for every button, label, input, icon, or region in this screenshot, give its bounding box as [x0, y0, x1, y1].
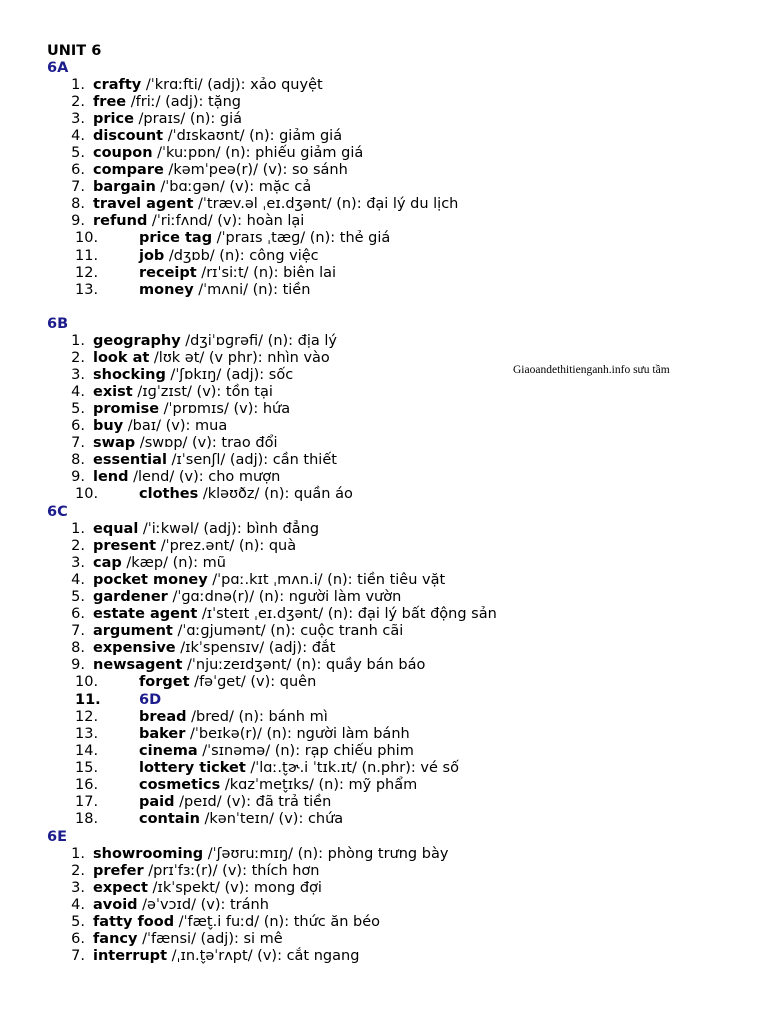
vocab-entry — [93, 606, 497, 623]
vocab-entry — [93, 401, 290, 418]
vocab-definition: /ˈpraɪs ˌtæɡ/ (n): thẻ giá — [212, 230, 391, 246]
item-number: 8. — [71, 452, 85, 468]
vocab-definition: /ˈsɪnəmə/ (n): rạp chiếu phim — [197, 743, 414, 759]
vocab-word: price tag — [139, 230, 213, 246]
vocab-definition: /ˈmʌni/ (n): tiền — [193, 282, 311, 298]
vocab-item — [0, 384, 768, 401]
item-number: 5. — [71, 914, 85, 930]
vocab-definition: /ˈʃɒkɪŋ/ (adj): sốc — [165, 367, 294, 383]
vocab-definition: /lʊk ət/ (v phr): nhìn vào — [149, 350, 330, 366]
vocab-item — [0, 367, 768, 384]
vocab-item — [0, 350, 768, 367]
vocab-item — [0, 248, 768, 265]
vocab-item — [0, 709, 768, 726]
vocab-definition: /friː/ (adj): tặng — [126, 94, 242, 110]
vocab-entry — [93, 128, 342, 145]
item-number: 5. — [71, 401, 85, 417]
vocab-word: shocking — [93, 367, 166, 383]
vocab-entry — [93, 435, 278, 452]
vocab-item — [0, 743, 768, 760]
item-number: 13. — [75, 726, 99, 742]
vocab-item — [0, 760, 768, 777]
vocab-word: refund — [93, 213, 148, 229]
vocab-definition: /ˈɡɑːdnə(r)/ (n): người làm vườn — [167, 589, 402, 605]
vocab-definition: /ˈlɑː.t̬ɚ.i ˈtɪk.ɪt/ (n.phr): vé số — [245, 760, 459, 776]
vocab-item — [0, 435, 768, 452]
item-number: 16. — [75, 777, 99, 793]
vocab-word: cap — [93, 555, 122, 571]
vocab-definition: /kəmˈpeə(r)/ (v): so sánh — [163, 162, 348, 178]
vocab-entry — [139, 265, 336, 282]
vocab-definition: /ˈriːfʌnd/ (v): hoàn lại — [147, 213, 305, 229]
watermark-text: Giaoandethitienganh.info sưu tầm — [513, 364, 670, 376]
vocab-entry — [93, 350, 330, 367]
vocab-entry — [93, 846, 448, 863]
vocab-entry — [93, 196, 458, 213]
vocab-item — [0, 846, 768, 863]
vocab-word: estate agent — [93, 606, 198, 622]
vocab-entry — [93, 931, 283, 948]
vocab-word: price — [93, 111, 134, 127]
vocab-word: fatty food — [93, 914, 175, 930]
item-number: 2. — [71, 863, 85, 879]
vocab-entry — [93, 94, 241, 111]
item-number: 5. — [71, 145, 85, 161]
vocab-word: promise — [93, 401, 160, 417]
item-number: 1. — [71, 333, 85, 349]
vocab-item — [0, 162, 768, 179]
vocab-word: lottery ticket — [139, 760, 246, 776]
vocab-entry — [93, 657, 425, 674]
vocab-item — [0, 555, 768, 572]
vocab-entry — [93, 452, 337, 469]
vocab-definition: /peɪd/ (v): đã trả tiền — [174, 794, 332, 810]
vocab-word: pocket money — [93, 572, 208, 588]
item-number: 15. — [75, 760, 99, 776]
section-heading: 6A — [47, 60, 69, 76]
vocab-item — [0, 128, 768, 145]
vocab-entry — [139, 248, 319, 265]
vocab-item — [0, 880, 768, 897]
vocab-definition: /əˈvɔɪd/ (v): tránh — [137, 897, 269, 913]
vocab-word: interrupt — [93, 948, 167, 964]
vocab-word: compare — [93, 162, 164, 178]
vocab-definition: /ˈdɪskaʊnt/ (n): giảm giá — [163, 128, 343, 144]
vocab-item — [0, 623, 768, 640]
vocab-entry — [93, 897, 269, 914]
vocab-definition: /ˈpɑː.kɪt ˌmʌn.i/ (n): tiền tiêu vặt — [207, 572, 446, 588]
vocab-entry — [93, 863, 320, 880]
vocab-item — [0, 452, 768, 469]
vocab-item — [0, 657, 768, 674]
vocab-item — [0, 589, 768, 606]
item-number: 12. — [75, 265, 99, 281]
vocab-word: contain — [139, 811, 200, 827]
section-heading: 6C — [47, 504, 68, 520]
vocab-word: travel agent — [93, 196, 194, 212]
vocab-entry — [93, 555, 226, 572]
vocab-item — [0, 606, 768, 623]
vocab-item — [0, 726, 768, 743]
vocab-definition: /kɑzˈmet̬ɪks/ (n): mỹ phẩm — [220, 777, 418, 793]
vocab-entry — [93, 538, 296, 555]
item-number: 8. — [71, 196, 85, 212]
item-number: 2. — [71, 538, 85, 554]
vocab-definition: /ˈkuːpɒn/ (n): phiếu giảm giá — [152, 145, 364, 161]
item-number: 10. — [75, 674, 99, 690]
vocab-item — [0, 640, 768, 657]
vocab-definition: /swɒp/ (v): trao đổi — [135, 435, 278, 451]
vocab-word: crafty — [93, 77, 142, 93]
section-heading-6d: 6D — [139, 692, 162, 708]
item-number: 2. — [71, 94, 85, 110]
item-number: 13. — [75, 282, 99, 298]
vocab-entry — [139, 230, 390, 247]
vocab-entry — [139, 674, 316, 691]
vocab-entry — [139, 486, 353, 503]
vocab-definition: /ˈiːkwəl/ (adj): bình đẳng — [138, 521, 320, 537]
vocab-entry — [139, 811, 343, 828]
item-number: 2. — [71, 350, 85, 366]
vocab-word: cinema — [139, 743, 198, 759]
vocab-definition: /ˈbeɪkə(r)/ (n): người làm bánh — [185, 726, 410, 742]
vocab-entry — [93, 418, 227, 435]
vocab-definition: /kləʊðz/ (n): quần áo — [198, 486, 353, 502]
vocab-word: bread — [139, 709, 187, 725]
vocab-entry — [93, 880, 322, 897]
vocab-item — [0, 230, 768, 247]
vocab-item — [0, 265, 768, 282]
item-number: 17. — [75, 794, 99, 810]
vocab-entry — [93, 111, 242, 128]
vocab-definition: /ˈbɑːɡən/ (v): mặc cả — [155, 179, 312, 195]
section-heading: 6E — [47, 829, 67, 845]
item-number: 4. — [71, 128, 85, 144]
vocab-item — [0, 94, 768, 111]
item-number: 11. — [75, 248, 99, 264]
vocab-item — [0, 811, 768, 828]
vocab-definition: /dʒɒb/ (n): công việc — [164, 248, 319, 264]
vocab-item — [0, 863, 768, 880]
item-number: 6. — [71, 931, 85, 947]
vocab-item — [0, 521, 768, 538]
vocab-word: showrooming — [93, 846, 204, 862]
vocab-definition: /ˈprez.ənt/ (n): quà — [156, 538, 297, 554]
vocab-word: essential — [93, 452, 167, 468]
vocab-item — [0, 692, 768, 709]
vocab-item — [0, 213, 768, 230]
vocab-word: cosmetics — [139, 777, 221, 793]
vocab-item — [0, 914, 768, 931]
vocab-entry — [93, 948, 359, 965]
vocab-word: paid — [139, 794, 175, 810]
vocab-item — [0, 572, 768, 589]
item-number: 9. — [71, 469, 85, 485]
vocab-entry — [139, 794, 331, 811]
vocab-item — [0, 948, 768, 965]
vocab-item — [0, 111, 768, 128]
vocab-definition: /fəˈɡet/ (v): quên — [189, 674, 317, 690]
vocab-word: newsagent — [93, 657, 183, 673]
vocab-entry — [93, 640, 335, 657]
vocab-entry — [139, 743, 414, 760]
vocab-definition: /prɪˈfɜː(r)/ (v): thích hơn — [143, 863, 320, 879]
vocab-word: present — [93, 538, 157, 554]
vocab-definition: /kənˈteɪn/ (v): chứa — [199, 811, 344, 827]
section-heading: 6B — [47, 316, 69, 332]
item-number: 6. — [71, 162, 85, 178]
vocab-definition: /bred/ (n): bánh mì — [186, 709, 328, 725]
vocab-definition: /ɪɡˈzɪst/ (v): tồn tại — [132, 384, 273, 400]
item-number: 11. — [75, 692, 101, 708]
vocab-word: bargain — [93, 179, 156, 195]
vocab-item — [0, 179, 768, 196]
item-number: 12. — [75, 709, 99, 725]
vocab-word: money — [139, 282, 194, 298]
vocab-entry — [93, 213, 304, 230]
item-number: 6. — [71, 606, 85, 622]
item-number: 1. — [71, 521, 85, 537]
vocab-entry — [139, 777, 417, 794]
vocab-definition: /praɪs/ (n): giá — [133, 111, 243, 127]
vocab-word: receipt — [139, 265, 197, 281]
item-number: 1. — [71, 77, 85, 93]
vocab-word: job — [139, 248, 165, 264]
vocab-item — [0, 418, 768, 435]
item-number: 10. — [75, 486, 99, 502]
vocab-item — [0, 794, 768, 811]
vocab-entry — [93, 162, 348, 179]
vocab-word: look at — [93, 350, 150, 366]
vocab-entry — [93, 384, 273, 401]
vocab-word: expensive — [93, 640, 176, 656]
vocab-definition: /dʒiˈɒɡrəfi/ (n): địa lý — [180, 333, 337, 349]
vocab-entry — [93, 623, 403, 640]
vocab-definition: /baɪ/ (v): mua — [123, 418, 228, 434]
item-number: 7. — [71, 435, 85, 451]
vocab-definition: /ˈprɒmɪs/ (v): hứa — [159, 401, 291, 417]
vocab-entry — [93, 367, 293, 384]
item-number: 8. — [71, 640, 85, 656]
vocab-word: coupon — [93, 145, 153, 161]
item-number: 3. — [71, 880, 85, 896]
vocab-word: prefer — [93, 863, 144, 879]
vocab-definition: /rɪˈsiːt/ (n): biên lai — [196, 265, 337, 281]
item-number: 3. — [71, 555, 85, 571]
item-number: 7. — [71, 948, 85, 964]
vocab-word: forget — [139, 674, 190, 690]
vocab-definition: /ɪkˈspekt/ (v): mong đợi — [147, 880, 322, 896]
vocab-entry — [139, 760, 459, 777]
vocab-definition: /ˈkrɑːfti/ (adj): xảo quyệt — [141, 77, 323, 93]
item-number: 4. — [71, 384, 85, 400]
item-number: 7. — [71, 623, 85, 639]
vocab-word: lend — [93, 469, 129, 485]
vocab-definition: /ɪˈsteɪt ˌeɪ.dʒənt/ (n): đại lý bất động sản — [197, 606, 497, 622]
vocab-word: swap — [93, 435, 136, 451]
vocab-word: free — [93, 94, 127, 110]
vocab-definition: /lend/ (v): cho mượn — [128, 469, 281, 485]
vocab-entry — [93, 469, 280, 486]
item-number: 9. — [71, 657, 85, 673]
item-number: 4. — [71, 572, 85, 588]
vocab-word: gardener — [93, 589, 168, 605]
item-number: 6. — [71, 418, 85, 434]
item-number: 10. — [75, 230, 99, 246]
vocab-item — [0, 931, 768, 948]
vocab-entry — [93, 145, 363, 162]
vocab-item — [0, 777, 768, 794]
vocab-definition: /ˈfænsi/ (adj): si mê — [137, 931, 283, 947]
vocab-entry — [139, 726, 410, 743]
item-number: 3. — [71, 367, 85, 383]
item-number: 9. — [71, 213, 85, 229]
vocab-entry — [93, 589, 401, 606]
vocab-item — [0, 897, 768, 914]
vocab-entry — [93, 77, 323, 94]
vocab-word: buy — [93, 418, 124, 434]
vocab-item — [0, 333, 768, 350]
item-number: 7. — [71, 179, 85, 195]
vocab-definition: /ɪkˈspensɪv/ (adj): đắt — [175, 640, 336, 656]
vocab-item — [0, 282, 768, 299]
item-number: 14. — [75, 743, 99, 759]
vocab-word: exist — [93, 384, 133, 400]
item-number: 3. — [71, 111, 85, 127]
vocab-item — [0, 196, 768, 213]
vocab-word: baker — [139, 726, 186, 742]
vocab-definition: /ˈʃəʊruːmɪŋ/ (n): phòng trưng bày — [203, 846, 449, 862]
vocab-definition: /ˈtræv.əl ˌeɪ.dʒənt/ (n): đại lý du lịch — [193, 196, 459, 212]
vocab-entry — [93, 914, 380, 931]
vocab-entry — [93, 572, 445, 589]
vocab-word: fancy — [93, 931, 138, 947]
vocab-word: avoid — [93, 897, 138, 913]
vocab-entry — [93, 521, 319, 538]
vocab-definition: /ˈɑːɡjumənt/ (n): cuộc tranh cãi — [172, 623, 404, 639]
vocab-entry — [139, 282, 310, 299]
vocab-word: discount — [93, 128, 164, 144]
vocab-word: equal — [93, 521, 139, 537]
vocab-definition: /ˈnjuːzeɪdʒənt/ (n): quầy bán báo — [182, 657, 426, 673]
item-number: 18. — [75, 811, 99, 827]
vocab-word: geography — [93, 333, 181, 349]
vocab-item — [0, 77, 768, 94]
vocab-item — [0, 401, 768, 418]
vocab-item — [0, 469, 768, 486]
vocab-definition: /kæp/ (n): mũ — [121, 555, 226, 571]
item-number: 4. — [71, 897, 85, 913]
vocab-item — [0, 486, 768, 503]
vocab-word: argument — [93, 623, 173, 639]
vocab-word: expect — [93, 880, 148, 896]
vocab-item — [0, 674, 768, 691]
vocab-item — [0, 145, 768, 162]
vocab-definition: /ˌɪn.t̬əˈrʌpt/ (v): cắt ngang — [167, 948, 360, 964]
vocab-item — [0, 538, 768, 555]
item-number: 1. — [71, 846, 85, 862]
vocab-entry — [93, 333, 337, 350]
item-number: 5. — [71, 589, 85, 605]
vocab-definition: /ˈfæt̬.i fuːd/ (n): thức ăn béo — [174, 914, 381, 930]
vocab-definition: /ɪˈsenʃl/ (adj): cần thiết — [166, 452, 337, 468]
vocab-entry — [93, 179, 311, 196]
vocab-entry — [139, 709, 328, 726]
vocab-word: clothes — [139, 486, 199, 502]
unit-title: UNIT 6 — [47, 43, 102, 59]
